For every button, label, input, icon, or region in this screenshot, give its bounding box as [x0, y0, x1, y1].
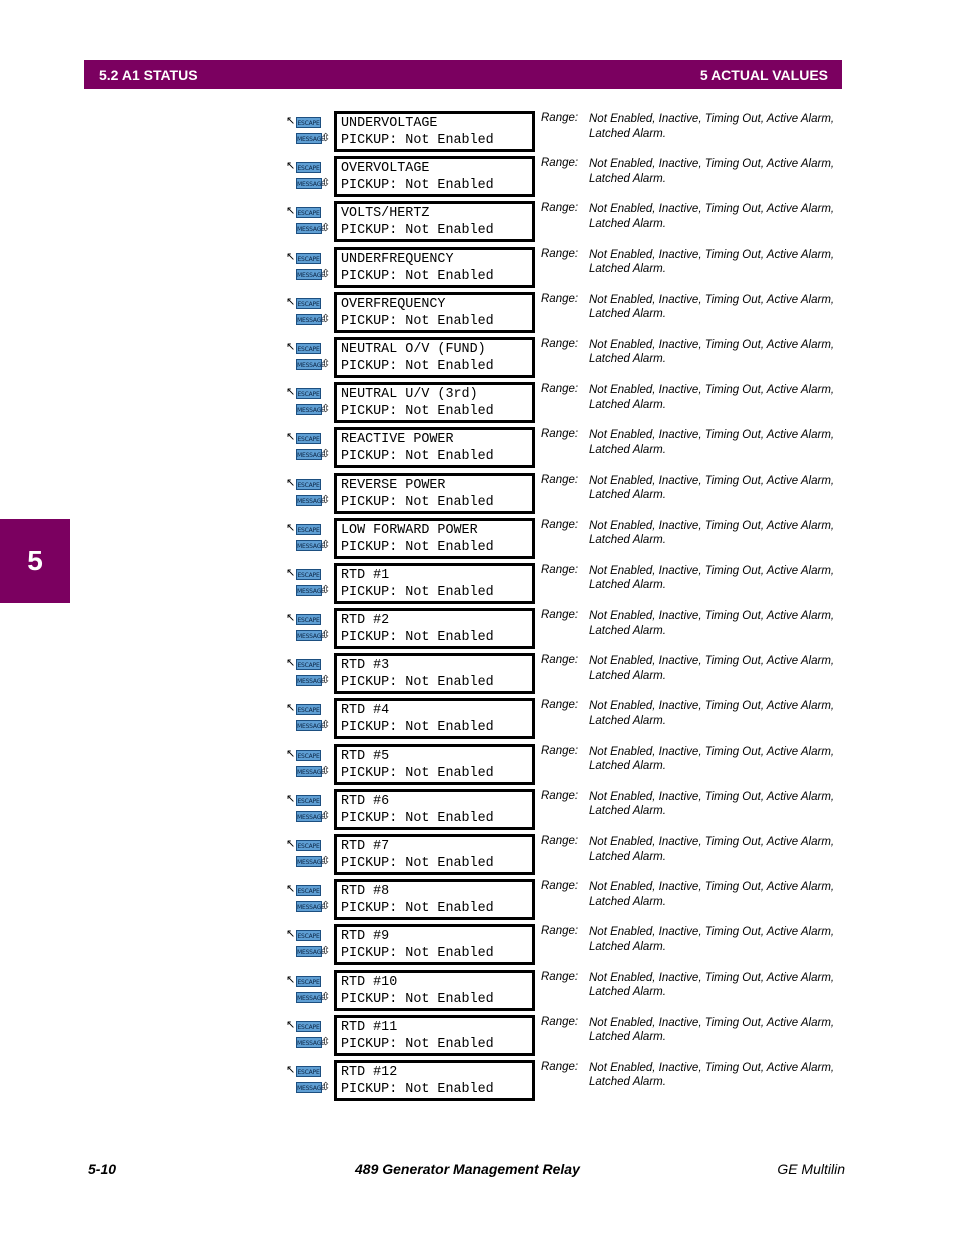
- range-label: Range:: [541, 970, 579, 983]
- keypad-keys: [286, 927, 332, 963]
- message-key-icon: MESSAGE: [296, 359, 322, 370]
- range-text: Not Enabled, Inactive, Timing Out, Active Alarm, Latched Alarm.: [589, 926, 835, 953]
- display-line-2: PICKUP: Not Enabled: [341, 720, 494, 736]
- range-label: Range:: [541, 292, 579, 305]
- up-down-arrow-icon: ⇳: [321, 176, 331, 190]
- actual-value-row: [0, 653, 954, 698]
- range-text: Not Enabled, Inactive, Timing Out, Active Alarm, Latched Alarm.: [589, 610, 835, 637]
- escape-arrow-icon: ↖: [286, 159, 296, 173]
- actual-value-row: [0, 789, 954, 834]
- escape-arrow-icon: ↖: [286, 1062, 296, 1076]
- escape-key-icon: ESCAPE: [296, 162, 321, 173]
- range-label: Range:: [541, 789, 579, 802]
- display-line-1: VOLTS/HERTZ: [341, 206, 430, 222]
- relay-display: [334, 1060, 535, 1101]
- display-line-2: PICKUP: Not Enabled: [341, 584, 494, 600]
- actual-value-row: [0, 111, 954, 156]
- escape-key-icon: ESCAPE: [296, 253, 321, 264]
- up-down-arrow-icon: ⇳: [321, 266, 331, 280]
- message-key-icon: MESSAGE: [296, 540, 322, 551]
- escape-arrow-icon: ↖: [286, 927, 296, 941]
- up-down-arrow-icon: ⇳: [321, 221, 331, 235]
- relay-display: [334, 382, 535, 423]
- escape-key-icon: ESCAPE: [296, 930, 321, 941]
- range-label: Range:: [541, 699, 579, 712]
- display-line-1: RTD #6: [341, 793, 390, 809]
- escape-arrow-icon: ↖: [286, 611, 296, 625]
- keypad-keys: [286, 701, 332, 737]
- range-text: Not Enabled, Inactive, Timing Out, Active Alarm, Latched Alarm.: [589, 836, 835, 863]
- up-down-arrow-icon: ⇳: [321, 854, 331, 867]
- range-label: Range:: [541, 925, 579, 938]
- range-label: Range:: [541, 654, 579, 667]
- display-line-2: PICKUP: Not Enabled: [341, 1036, 494, 1052]
- page-header-bar: [84, 60, 842, 89]
- message-key-icon: MESSAGE: [296, 495, 322, 506]
- relay-display: [334, 518, 535, 559]
- escape-arrow-icon: ↖: [286, 701, 296, 715]
- message-key-icon: MESSAGE: [296, 223, 322, 234]
- range-label: Range:: [541, 563, 579, 576]
- range-text: Not Enabled, Inactive, Timing Out, Active Alarm, Latched Alarm.: [589, 113, 835, 140]
- escape-key-icon: ESCAPE: [296, 207, 321, 218]
- actual-value-row: [0, 744, 954, 789]
- escape-key-icon: ESCAPE: [296, 479, 321, 490]
- keypad-keys: [286, 295, 332, 331]
- message-key-icon: MESSAGE: [296, 1082, 322, 1093]
- message-key-icon: MESSAGE: [296, 992, 322, 1003]
- chapter-number: 5: [27, 545, 43, 576]
- escape-key-icon: ESCAPE: [296, 569, 321, 580]
- range-text: Not Enabled, Inactive, Timing Out, Active Alarm, Latched Alarm.: [589, 474, 835, 501]
- relay-display: [334, 247, 535, 288]
- display-line-1: UNDERFREQUENCY: [341, 251, 454, 267]
- range-text: Not Enabled, Inactive, Timing Out, Active Alarm, Latched Alarm.: [589, 203, 835, 230]
- display-line-1: UNDERVOLTAGE: [341, 116, 438, 131]
- message-key-icon: MESSAGE: [296, 766, 322, 777]
- escape-key-icon: ESCAPE: [296, 885, 321, 896]
- actual-value-row: [0, 608, 954, 653]
- range-text: Not Enabled, Inactive, Timing Out, Active Alarm, Latched Alarm.: [589, 564, 835, 592]
- display-line-1: RTD #4: [341, 703, 390, 719]
- relay-display: [334, 563, 535, 604]
- message-key-icon: MESSAGE: [296, 675, 322, 686]
- escape-arrow-icon: ↖: [286, 385, 296, 399]
- keypad-keys: [286, 159, 332, 195]
- relay-display: [334, 970, 535, 1011]
- actual-value-row: [0, 337, 954, 382]
- display-line-2: PICKUP: Not Enabled: [341, 223, 494, 239]
- escape-key-icon: ESCAPE: [296, 298, 321, 309]
- up-down-arrow-icon: ⇳: [321, 447, 331, 461]
- actual-value-row: [0, 292, 954, 337]
- range-label: Range:: [541, 337, 579, 350]
- display-line-1: RTD #8: [341, 884, 390, 900]
- relay-display: [334, 879, 535, 920]
- keypad-keys: [286, 792, 332, 828]
- relay-display: [334, 156, 535, 197]
- range-text: Not Enabled, Inactive, Timing Out, Active Alarm, Latched Alarm.: [589, 971, 835, 999]
- range-text: Not Enabled, Inactive, Timing Out, Active Alarm, Latched Alarm.: [589, 158, 835, 185]
- range-label: Range:: [541, 1060, 579, 1073]
- escape-arrow-icon: ↖: [286, 882, 296, 896]
- message-key-icon: MESSAGE: [296, 133, 322, 144]
- actual-value-row: [0, 879, 954, 924]
- escape-key-icon: ESCAPE: [296, 614, 321, 625]
- display-line-2: PICKUP: Not Enabled: [341, 133, 494, 148]
- escape-arrow-icon: ↖: [286, 565, 296, 579]
- range-label: Range:: [541, 112, 579, 124]
- escape-key-icon: ESCAPE: [296, 840, 321, 851]
- display-line-2: PICKUP: Not Enabled: [341, 675, 494, 691]
- escape-arrow-icon: ↖: [286, 972, 296, 986]
- message-key-icon: MESSAGE: [296, 449, 322, 460]
- escape-arrow-icon: ↖: [286, 656, 296, 670]
- range-text: Not Enabled, Inactive, Timing Out, Active Alarm, Latched Alarm.: [589, 881, 835, 908]
- keypad-keys: [286, 973, 332, 1009]
- up-down-arrow-icon: ⇳: [321, 537, 331, 551]
- relay-display: [334, 924, 535, 965]
- keypad-keys: [286, 114, 332, 150]
- escape-key-icon: ESCAPE: [296, 976, 321, 987]
- escape-key-icon: ESCAPE: [296, 1021, 321, 1032]
- escape-key-icon: ESCAPE: [296, 388, 321, 399]
- range-label: Range:: [541, 1015, 579, 1028]
- up-down-arrow-icon: ⇳: [321, 1079, 331, 1093]
- message-key-icon: MESSAGE: [296, 630, 322, 641]
- relay-display: [334, 789, 535, 830]
- display-line-2: PICKUP: Not Enabled: [341, 901, 494, 917]
- display-line-2: PICKUP: Not Enabled: [341, 268, 494, 284]
- display-line-2: PICKUP: Not Enabled: [341, 991, 494, 1007]
- message-key-icon: MESSAGE: [296, 1037, 322, 1048]
- actual-value-row: [0, 473, 954, 518]
- up-down-arrow-icon: ⇳: [321, 628, 331, 642]
- actual-value-row: [0, 924, 954, 969]
- escape-key-icon: ESCAPE: [296, 343, 321, 354]
- range-label: Range:: [541, 473, 579, 486]
- escape-arrow-icon: ↖: [286, 837, 296, 850]
- relay-display: [334, 744, 535, 785]
- display-line-2: PICKUP: Not Enabled: [341, 494, 494, 510]
- range-text: Not Enabled, Inactive, Timing Out, Active Alarm, Latched Alarm.: [589, 1016, 835, 1044]
- escape-arrow-icon: ↖: [286, 520, 296, 534]
- display-line-1: OVERFREQUENCY: [341, 296, 446, 312]
- relay-display: [334, 337, 535, 378]
- relay-display: [334, 653, 535, 694]
- relay-display: [334, 473, 535, 514]
- range-text: Not Enabled, Inactive, Timing Out, Active Alarm, Latched Alarm.: [589, 745, 835, 773]
- keypad-keys: [286, 656, 332, 692]
- message-key-icon: MESSAGE: [296, 946, 322, 957]
- display-line-2: PICKUP: Not Enabled: [341, 946, 494, 962]
- range-text: Not Enabled, Inactive, Timing Out, Active Alarm, Latched Alarm.: [589, 1061, 835, 1089]
- message-key-icon: MESSAGE: [296, 404, 322, 415]
- actual-value-row: [0, 201, 954, 246]
- page-number: 5-10: [88, 1161, 117, 1177]
- up-down-arrow-icon: ⇳: [321, 808, 331, 822]
- display-line-1: LOW FORWARD POWER: [341, 522, 478, 538]
- keypad-keys: [286, 476, 332, 512]
- display-line-1: OVERVOLTAGE: [341, 161, 430, 177]
- display-line-1: NEUTRAL U/V (3rd): [341, 387, 478, 403]
- display-line-2: PICKUP: Not Enabled: [341, 178, 494, 194]
- up-down-arrow-icon: ⇳: [321, 1034, 331, 1048]
- escape-arrow-icon: ↖: [286, 430, 296, 444]
- up-down-arrow-icon: ⇳: [321, 131, 331, 144]
- range-label: Range:: [541, 609, 579, 622]
- up-down-arrow-icon: ⇳: [321, 492, 331, 506]
- actual-value-row: [0, 834, 954, 879]
- range-text: Not Enabled, Inactive, Timing Out, Active Alarm, Latched Alarm.: [589, 519, 835, 547]
- display-line-2: PICKUP: Not Enabled: [341, 810, 494, 826]
- range-text: Not Enabled, Inactive, Timing Out, Active Alarm, Latched Alarm.: [589, 655, 835, 682]
- escape-arrow-icon: ↖: [286, 114, 296, 127]
- escape-key-icon: ESCAPE: [296, 524, 321, 535]
- keypad-keys: [286, 250, 332, 286]
- display-line-1: RTD #9: [341, 929, 390, 945]
- up-down-arrow-icon: ⇳: [321, 899, 331, 913]
- escape-arrow-icon: ↖: [286, 475, 296, 489]
- up-down-arrow-icon: ⇳: [321, 311, 331, 325]
- message-key-icon: MESSAGE: [296, 314, 322, 325]
- up-down-arrow-icon: ⇳: [321, 718, 331, 732]
- section-title: 5.2 A1 STATUS: [99, 66, 198, 83]
- company-name: GE Multilin: [777, 1161, 845, 1177]
- up-down-arrow-icon: ⇳: [321, 673, 331, 687]
- escape-arrow-icon: ↖: [286, 791, 296, 805]
- actual-value-row: [0, 518, 954, 563]
- keypad-keys: [286, 385, 332, 421]
- actual-value-row: [0, 970, 954, 1015]
- actual-value-row: [0, 563, 954, 608]
- escape-key-icon: ESCAPE: [296, 1066, 321, 1077]
- range-label: Range:: [541, 835, 579, 847]
- range-label: Range:: [541, 880, 579, 893]
- message-key-icon: MESSAGE: [296, 901, 322, 912]
- keypad-keys: [286, 566, 332, 602]
- message-key-icon: MESSAGE: [296, 269, 322, 280]
- chapter-title: 5 ACTUAL VALUES: [699, 66, 828, 83]
- range-text: Not Enabled, Inactive, Timing Out, Active Alarm, Latched Alarm.: [589, 790, 835, 818]
- range-text: Not Enabled, Inactive, Timing Out, Active Alarm, Latched Alarm.: [589, 338, 835, 366]
- actual-value-row: [0, 1015, 954, 1060]
- range-text: Not Enabled, Inactive, Timing Out, Active Alarm, Latched Alarm.: [589, 384, 835, 411]
- relay-display: [334, 608, 535, 649]
- display-line-1: RTD #7: [341, 839, 390, 854]
- keypad-keys: [286, 430, 332, 466]
- range-label: Range:: [541, 428, 579, 441]
- escape-arrow-icon: ↖: [286, 746, 296, 760]
- display-line-2: PICKUP: Not Enabled: [341, 630, 494, 646]
- range-label: Range:: [541, 157, 579, 170]
- escape-key-icon: ESCAPE: [296, 659, 321, 670]
- message-key-icon: MESSAGE: [296, 811, 322, 822]
- keypad-keys: [286, 747, 332, 783]
- display-line-1: RTD #5: [341, 748, 390, 764]
- display-line-2: PICKUP: Not Enabled: [341, 313, 494, 329]
- actual-value-row: [0, 1060, 954, 1105]
- up-down-arrow-icon: ⇳: [321, 944, 331, 958]
- relay-display: [334, 427, 535, 468]
- display-line-1: RTD #3: [341, 658, 390, 674]
- relay-display: [334, 1015, 535, 1056]
- keypad-keys: [286, 882, 332, 918]
- range-label: Range:: [541, 247, 579, 260]
- display-line-1: REVERSE POWER: [341, 477, 446, 493]
- display-line-2: PICKUP: Not Enabled: [341, 539, 494, 555]
- display-line-2: PICKUP: Not Enabled: [341, 1081, 494, 1097]
- range-text: Not Enabled, Inactive, Timing Out, Active Alarm, Latched Alarm.: [589, 429, 835, 456]
- display-line-1: REACTIVE POWER: [341, 432, 454, 448]
- escape-arrow-icon: ↖: [286, 339, 296, 353]
- display-line-1: RTD #10: [341, 974, 398, 990]
- display-line-2: PICKUP: Not Enabled: [341, 404, 494, 420]
- range-label: Range:: [541, 383, 579, 396]
- keypad-keys: [286, 340, 332, 376]
- relay-display: [334, 292, 535, 333]
- actual-value-row: [0, 382, 954, 427]
- range-text: Not Enabled, Inactive, Timing Out, Active Alarm, Latched Alarm.: [589, 293, 835, 321]
- display-line-2: PICKUP: Not Enabled: [341, 449, 494, 465]
- display-line-1: RTD #2: [341, 613, 390, 629]
- display-line-2: PICKUP: Not Enabled: [341, 358, 494, 374]
- range-text: Not Enabled, Inactive, Timing Out, Active Alarm, Latched Alarm.: [589, 700, 835, 727]
- actual-values-list: [0, 111, 954, 1105]
- display-line-1: NEUTRAL O/V (FUND): [341, 341, 486, 357]
- actual-value-row: [0, 156, 954, 201]
- keypad-keys: [286, 837, 332, 873]
- relay-display: [334, 834, 535, 875]
- display-line-1: RTD #12: [341, 1064, 398, 1080]
- keypad-keys: [286, 204, 332, 240]
- relay-display: [334, 698, 535, 739]
- keypad-keys: [286, 1063, 332, 1099]
- message-key-icon: MESSAGE: [296, 585, 322, 596]
- keypad-keys: [286, 611, 332, 647]
- document-title: 489 Generator Management Relay: [355, 1161, 580, 1177]
- actual-value-row: [0, 247, 954, 292]
- range-label: Range:: [541, 518, 579, 531]
- escape-arrow-icon: ↖: [286, 249, 296, 263]
- up-down-arrow-icon: ⇳: [321, 402, 331, 416]
- range-text: Not Enabled, Inactive, Timing Out, Active Alarm, Latched Alarm.: [589, 248, 835, 276]
- display-line-2: PICKUP: Not Enabled: [341, 765, 494, 781]
- actual-value-row: [0, 698, 954, 743]
- message-key-icon: MESSAGE: [296, 720, 322, 731]
- up-down-arrow-icon: ⇳: [321, 582, 331, 596]
- actual-value-row: [0, 427, 954, 472]
- range-label: Range:: [541, 202, 579, 215]
- escape-key-icon: ESCAPE: [296, 750, 321, 761]
- escape-key-icon: ESCAPE: [296, 433, 321, 444]
- display-line-2: PICKUP: Not Enabled: [341, 856, 494, 871]
- display-line-1: RTD #11: [341, 1019, 398, 1035]
- up-down-arrow-icon: ⇳: [321, 989, 331, 1003]
- display-line-1: RTD #1: [341, 567, 390, 583]
- escape-key-icon: ESCAPE: [296, 795, 321, 806]
- relay-display: [334, 201, 535, 242]
- keypad-keys: [286, 1018, 332, 1054]
- escape-arrow-icon: ↖: [286, 294, 296, 308]
- range-label: Range:: [541, 744, 579, 757]
- message-key-icon: MESSAGE: [296, 856, 322, 867]
- up-down-arrow-icon: ⇳: [321, 763, 331, 777]
- message-key-icon: MESSAGE: [296, 178, 322, 189]
- escape-key-icon: ESCAPE: [296, 704, 321, 715]
- relay-display: [334, 111, 535, 152]
- escape-key-icon: ESCAPE: [296, 117, 321, 128]
- escape-arrow-icon: ↖: [286, 1017, 296, 1031]
- escape-arrow-icon: ↖: [286, 204, 296, 218]
- keypad-keys: [286, 521, 332, 557]
- up-down-arrow-icon: ⇳: [321, 356, 331, 370]
